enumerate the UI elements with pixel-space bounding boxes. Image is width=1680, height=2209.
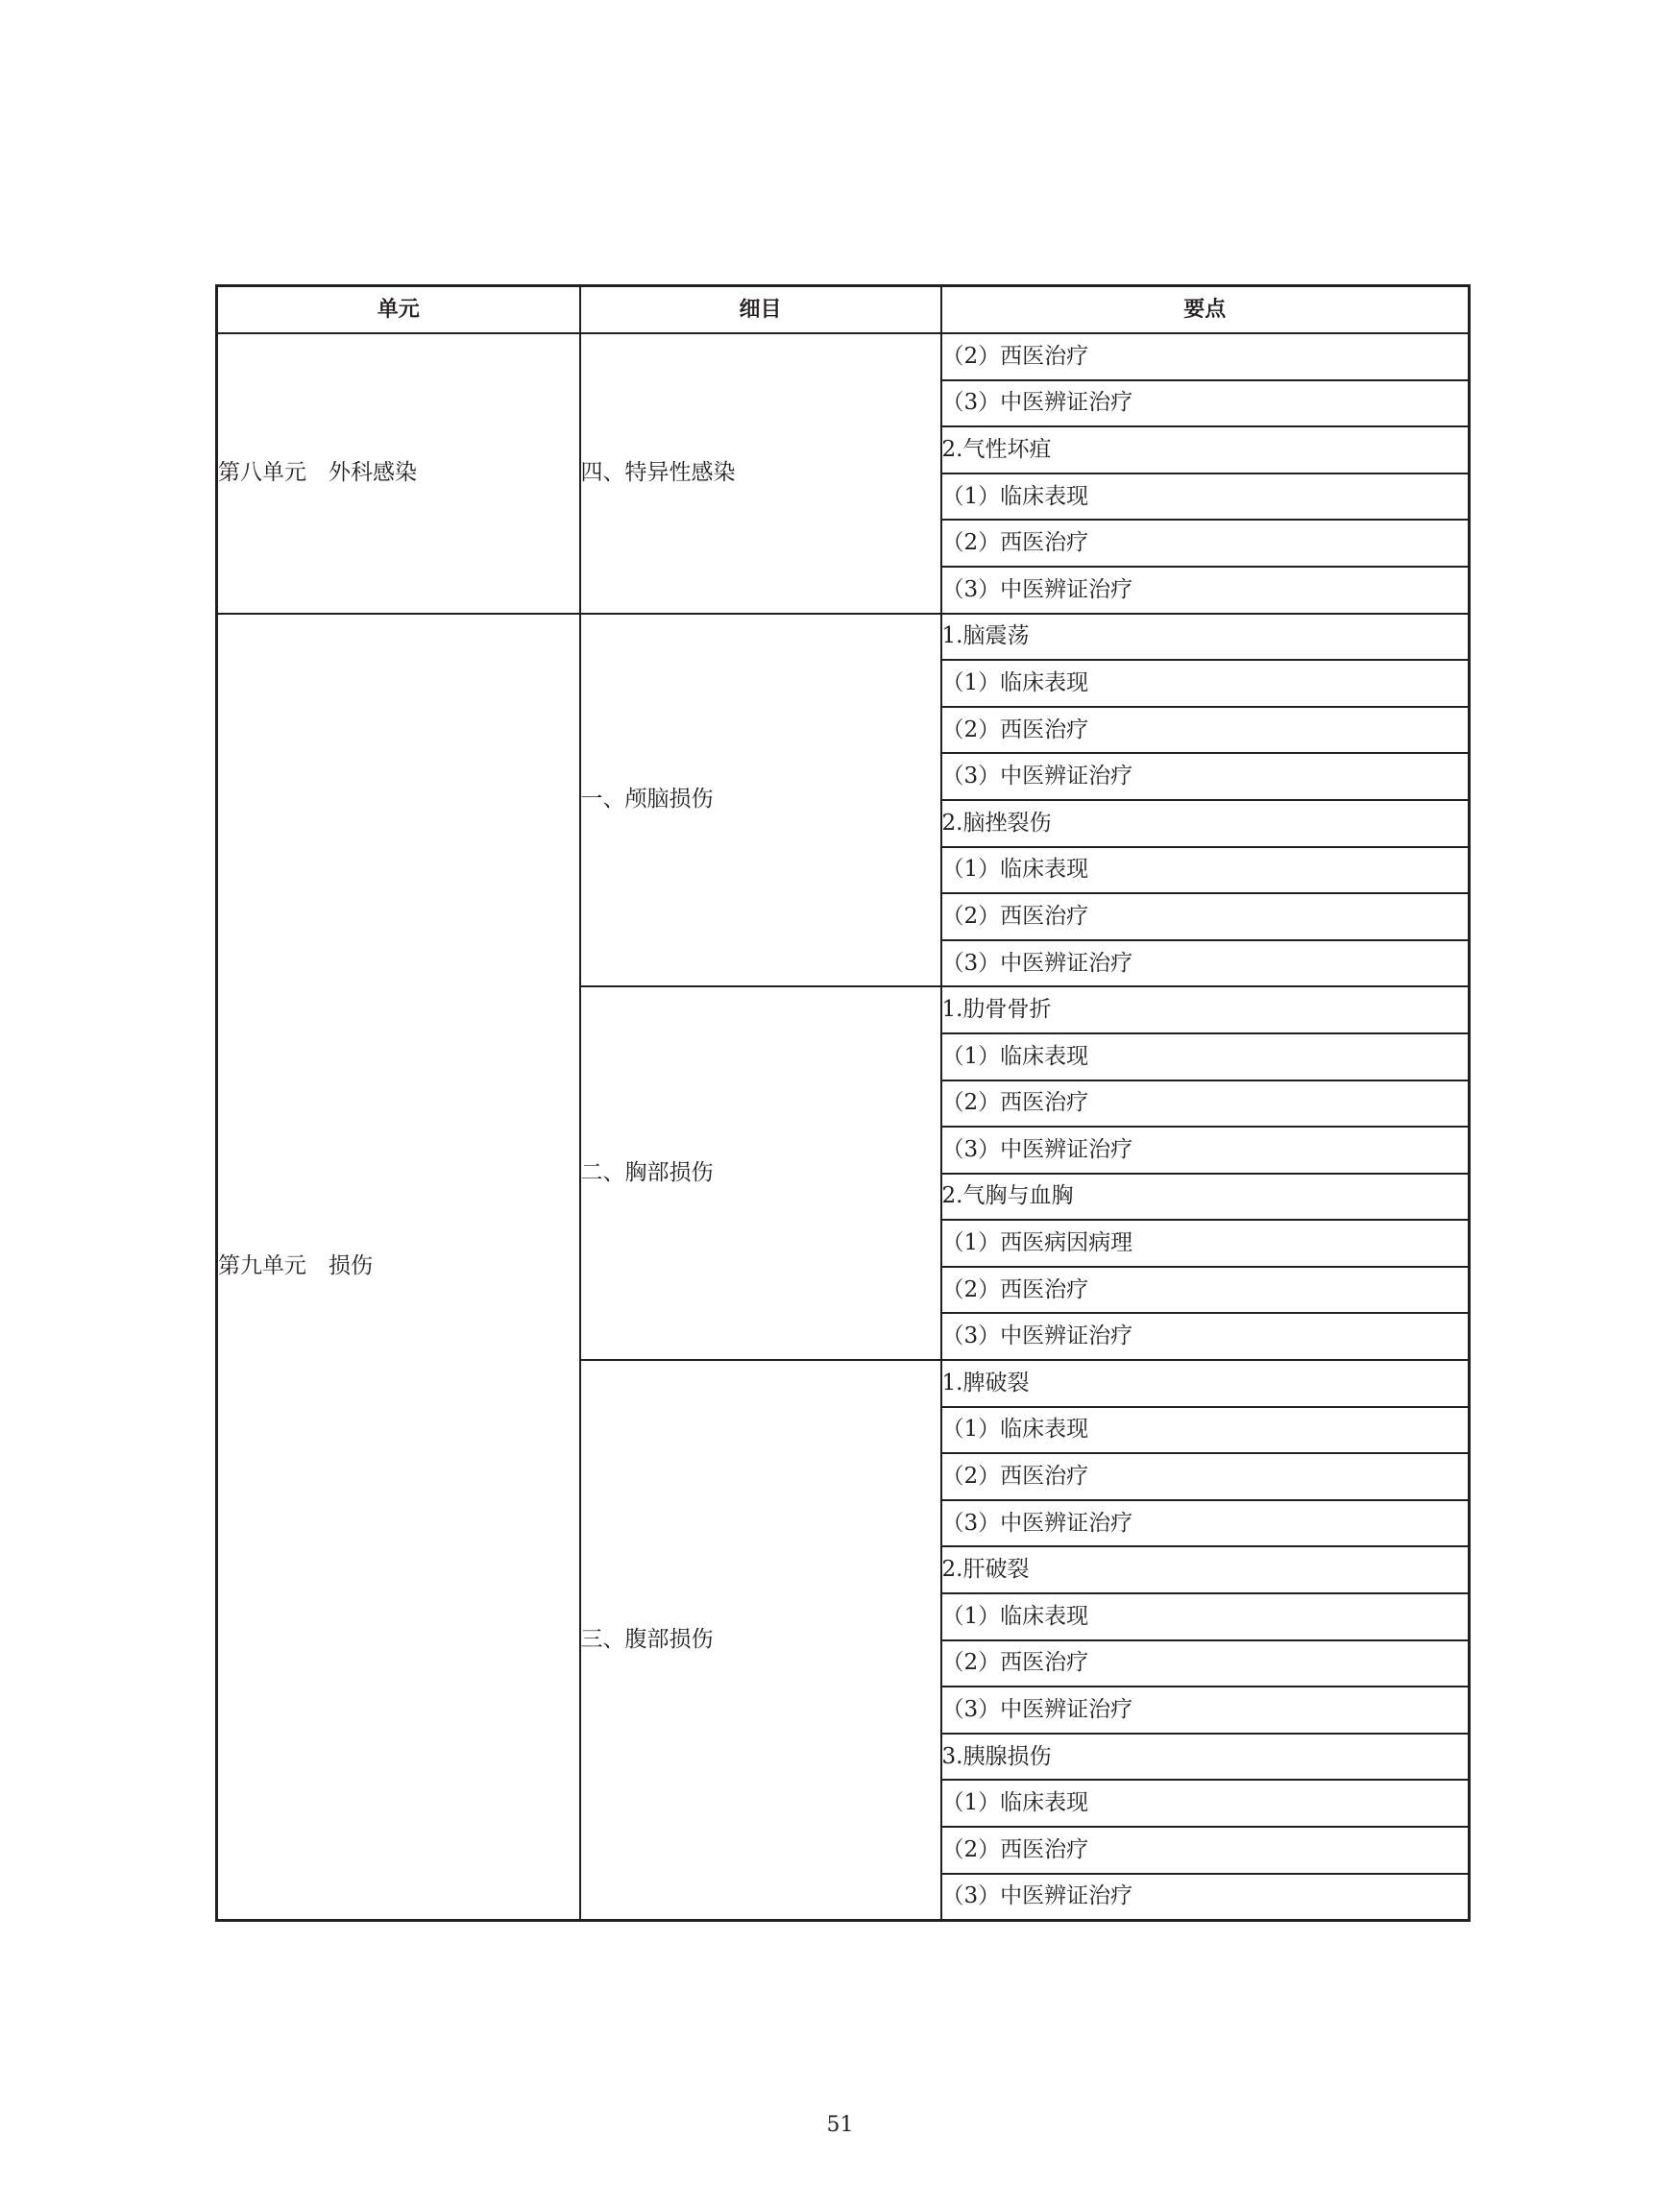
point-cell: （3）中医辨证治疗 <box>941 1687 1470 1734</box>
table-row <box>217 614 1470 661</box>
point-cell: （2）西医治疗 <box>941 333 1470 380</box>
point-cell: （1）临床表现 <box>941 1780 1470 1827</box>
point-cell: （3）中医辨证治疗 <box>941 1313 1470 1360</box>
point-cell: （1）临床表现 <box>941 1593 1470 1640</box>
table-header-row <box>217 286 1470 334</box>
point-cell: （1）临床表现 <box>941 1033 1470 1080</box>
item-cell: 一、颅脑损伤 <box>580 614 941 987</box>
point-cell: （1）临床表现 <box>941 660 1470 707</box>
item-cell: 二、胸部损伤 <box>580 986 941 1360</box>
point-cell: （2）西医治疗 <box>941 893 1470 940</box>
point-cell: （1）临床表现 <box>941 473 1470 521</box>
point-cell: （1）临床表现 <box>941 1407 1470 1454</box>
point-cell: （2）西医治疗 <box>941 520 1470 567</box>
point-cell: 1.肋骨骨折 <box>941 986 1470 1033</box>
point-cell: （2）西医治疗 <box>941 1827 1470 1874</box>
point-cell: 2.肝破裂 <box>941 1546 1470 1593</box>
point-cell: 1.脑震荡 <box>941 614 1470 661</box>
point-cell: 2.气胸与血胸 <box>941 1174 1470 1221</box>
item-cell: 四、特异性感染 <box>580 333 941 614</box>
point-cell: （3）中医辨证治疗 <box>941 1127 1470 1174</box>
point-cell: （3）中医辨证治疗 <box>941 380 1470 427</box>
point-cell: （1）临床表现 <box>941 847 1470 894</box>
point-cell: 2.脑挫裂伤 <box>941 800 1470 847</box>
point-cell: （3）中医辨证治疗 <box>941 1500 1470 1547</box>
point-cell: （2）西医治疗 <box>941 1080 1470 1128</box>
item-cell: 三、腹部损伤 <box>580 1360 941 1921</box>
unit-cell: 第八单元 外科感染 <box>217 333 580 614</box>
page-number: 51 <box>826 2113 854 2137</box>
point-cell: （3）中医辨证治疗 <box>941 753 1470 800</box>
point-cell: （2）西医治疗 <box>941 1640 1470 1687</box>
point-cell: （2）西医治疗 <box>941 707 1470 754</box>
table-row <box>217 333 1470 380</box>
table-body <box>217 333 1470 1921</box>
point-cell: （2）西医治疗 <box>941 1267 1470 1314</box>
point-cell: （3）中医辨证治疗 <box>941 1874 1470 1921</box>
point-cell: 1.脾破裂 <box>941 1360 1470 1407</box>
point-cell: （3）中医辨证治疗 <box>941 567 1470 614</box>
point-cell: （3）中医辨证治疗 <box>941 940 1470 987</box>
header-point: 要点 <box>941 286 1470 334</box>
syllabus-table <box>215 284 1471 1922</box>
point-cell: 3.胰腺损伤 <box>941 1734 1470 1781</box>
header-item: 细目 <box>580 286 941 334</box>
point-cell: （2）西医治疗 <box>941 1453 1470 1500</box>
point-cell: 2.气性坏疽 <box>941 426 1470 473</box>
header-unit: 单元 <box>217 286 580 334</box>
point-cell: （1）西医病因病理 <box>941 1220 1470 1267</box>
unit-cell: 第九单元 损伤 <box>217 614 580 1921</box>
